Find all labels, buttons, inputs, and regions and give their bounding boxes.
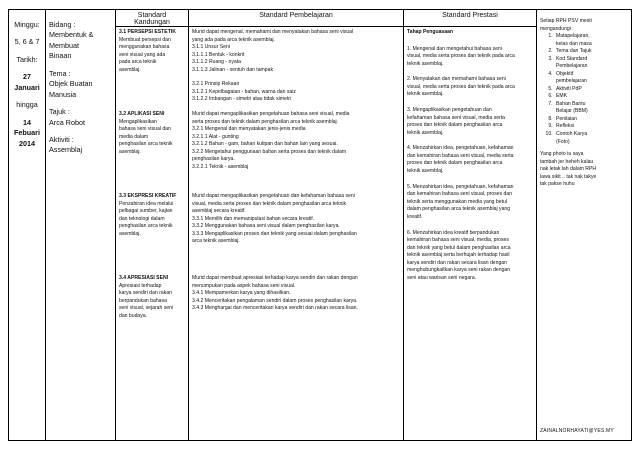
header-pembelajaran: Standard Pembelajaran: [189, 10, 404, 27]
text-line: 3.1 PERSEPSI ESTETIK: [119, 29, 176, 35]
text-line: dan kemahiran bahasa seni visual, media serta: [407, 152, 514, 159]
text-line: menghubungkaitkan karya seni rakan dengan: [407, 267, 511, 274]
text-line: 3.2.1 Mengenal dan menyatakan jenis-jenis media: [192, 126, 306, 133]
text-line: seni atau warisan seni negara.: [407, 274, 477, 281]
text-line: proses dan teknik dalam penghasilan arca: [407, 160, 503, 167]
text-line: 3.2.1 Prinsip Rekaan: [192, 81, 240, 88]
text-line: asemblaj.: [119, 148, 141, 155]
prestasi-title: Tahap Penguasaan: [407, 29, 454, 35]
text-line: teknik asemblaj.: [407, 91, 444, 98]
bidang-line: Binaan: [49, 51, 72, 61]
bidang-line: Membuat: [49, 40, 79, 50]
hingga-text: hingga: [16, 100, 38, 110]
text-line: 3. Kod Standard: [556, 55, 588, 62]
text-line: teknik serta menggunakan media yang betul: [407, 198, 507, 205]
text-line: penghasilan arca teknik: [119, 223, 173, 230]
text-line: 4. Menzahirkan idea, pengetahuan, kefahaman: [407, 145, 514, 152]
list-item: [554, 56, 628, 71]
list-item: [554, 48, 628, 56]
text-line: nak letak lah dalam RPH: [540, 166, 597, 173]
text-line: Murid dapat membuat apresiasi terhadap karya sendiri dan rakan dengan: [192, 275, 358, 281]
text-line: 5. Aktiviti PdP: [556, 85, 582, 92]
text-line: (Foto): [556, 138, 570, 145]
text-line: menumpukan pada aspek bahasa seni visual.: [192, 282, 296, 289]
text-line: Murid dapat mengaplikasikan pengetahuan bahasa seni visual, media: [192, 111, 350, 117]
text-line: asemblaj.: [119, 66, 141, 73]
text-line: mengandungi :: [540, 25, 574, 32]
tajuk-value: Arca Robot: [49, 117, 85, 127]
text-line: 1. Matapelajaran,: [556, 33, 590, 40]
text-line: 3.3.3 Mengaplikasikan proses dan teknik yang sesuai dalam penghasilan: [192, 230, 357, 237]
pembelajaran-block: [192, 29, 400, 111]
pembelajaran-block: [192, 193, 400, 275]
text-line: menggunakan bahasa: [119, 44, 170, 51]
text-line: tak pakse huhu: [540, 181, 575, 188]
text-line: Apresiasi terhadap: [119, 282, 162, 289]
text-line: dan kemahiran bahasa seni visual, proses dan: [407, 191, 513, 198]
bidang-line: Membentuk &: [49, 30, 94, 40]
text-line: Murid dapat mengenal, memahami dan menyatakan bahasa seni visual: [192, 29, 354, 35]
text-line: tambah jer heheh kalau: [540, 158, 594, 165]
prestasi-cell: [404, 27, 537, 441]
text-line: dan budaya.: [119, 312, 148, 319]
aktiviti-label: Aktiviti :: [49, 134, 74, 144]
text-line: arca teknik asemblaj.: [192, 238, 240, 245]
date-end-month: Febuari: [14, 128, 40, 138]
pembelajaran-block: [192, 275, 400, 357]
text-line: Membuat persepsi dan: [119, 36, 171, 43]
text-line: 3.2.1.2 Bahan - gam, bahan kutipan dan bahan lain yang sesuai.: [192, 141, 338, 148]
text-line: 7. Bahan Bantu: [556, 100, 586, 107]
text-line: Penzahiran idea melalui: [119, 200, 174, 207]
text-line: kemahiran bahasa seni visual, media, proses: [407, 237, 509, 244]
text-line: lawa sikit .. tak nak takye: [540, 173, 597, 180]
text-line: dan teknik yang betul dalam penghasilan arca: [407, 244, 511, 251]
text-line: Setiap RPH PSV mesti: [540, 18, 592, 24]
text-line: teknik asemblaj.: [407, 129, 444, 136]
text-line: kelas dan masa: [556, 40, 592, 47]
text-line: asemblaj.: [119, 230, 141, 237]
text-line: 3.1.1.3 Jalinan - sentuh dan tampak: [192, 66, 273, 73]
kandungan-block: [119, 275, 185, 357]
text-line: karya sendiri dan rakan secara lisan dengan: [407, 259, 507, 266]
text-line: kreatif.: [407, 213, 423, 220]
text-line: pembelajaran: [556, 78, 587, 85]
text-line: 3.4.2 Menceritakan pengalaman sendiri dalam proses penghasilan karya.: [192, 297, 358, 304]
text-line: 3.1.1.2 Ruang - nyata: [192, 59, 241, 66]
list-item: [554, 93, 628, 101]
text-line: proses dan teknik dalam penghasilan arca: [407, 122, 503, 129]
list-item: [554, 86, 628, 94]
text-line: penghasilan arca teknik: [119, 141, 173, 148]
rph-table: [8, 9, 632, 441]
list-item: [554, 71, 628, 86]
date-end-year: 2014: [19, 138, 35, 148]
text-line: pada arca teknik: [119, 59, 157, 66]
text-line: Murid dapat mengaplikasikan pengetahuan dan kefahaman bahasa seni: [192, 193, 355, 199]
kandungan-block: [119, 29, 185, 111]
date-start-month: Januari: [14, 82, 40, 92]
text-line: Mengaplikasikan: [119, 118, 157, 125]
text-line: kefahaman bahasa seni visual, media serta: [407, 114, 505, 121]
text-line: bahasa seni visual dan: [119, 126, 171, 133]
text-line: 3.1.1.1 Bentuk - konkrit: [192, 51, 245, 58]
text-line: Belajar (BBM): [556, 108, 588, 115]
text-line: 8. Penilaian: [556, 115, 577, 122]
header-prestasi: Standard Prestasi: [404, 10, 537, 27]
tajuk-label: Tajuk :: [49, 107, 70, 117]
prestasi-item: [407, 184, 533, 222]
pembelajaran-cell: [189, 27, 404, 441]
text-line: Pembelajaran: [556, 63, 588, 70]
text-line: 10. Contoh Karya: [556, 130, 588, 137]
text-line: teknik asemblaj.: [407, 60, 444, 67]
minggu-value: 5, 6 & 7: [14, 37, 40, 47]
text-line: 3.3 EKSPRESI KREATIF: [119, 193, 177, 199]
text-line: seni visual, sejarah seni: [119, 305, 174, 312]
notes-cell: [537, 10, 632, 441]
text-line: Yang photo tu saya: [540, 151, 584, 158]
text-line: karya sendiri dan rakan: [119, 290, 172, 297]
text-line: yang ada pada arca teknik asemblaj.: [192, 36, 275, 43]
prestasi-item: [407, 46, 533, 69]
text-line: teknik asemblaj serta berhujah terhadap hasil: [407, 252, 510, 259]
header-row: [9, 10, 632, 27]
text-line: 3.4 APRESIASI SENI: [119, 275, 169, 281]
text-line: 3.1.2.1 Kepelbagaian - bahan, warna dan saiz: [192, 88, 296, 95]
text-line: berpandukan bahasa: [119, 297, 167, 304]
tema-label: Tema :: [49, 68, 71, 78]
text-line: dalam penghasilan arca teknik asemblaj yang: [407, 206, 511, 213]
kandungan-block: [119, 193, 185, 275]
text-line: 3. Mengaplikasikan pengetahuan dan: [407, 107, 492, 114]
text-line: 3.3.2 Menggunakan bahasa seni visual dalam penghasilan karya.: [192, 223, 340, 230]
text-line: 3.1.1 Unsur Seni: [192, 44, 230, 51]
text-line: 3.2 APLIKASI SENI: [119, 111, 165, 117]
text-line: teknik asemblaj.: [407, 168, 444, 174]
prestasi-item: [407, 107, 533, 137]
topic-cell: [46, 10, 116, 441]
text-line: 3.2.1.1 Alat - gunting: [192, 133, 239, 140]
tema-line: Manusia: [49, 89, 77, 99]
tarikh-label: Tarikh:: [16, 54, 38, 64]
prestasi-item: [407, 76, 533, 99]
text-line: penghasilan karya.: [192, 156, 235, 163]
text-line: 3.1.2.2 Imbangan - simetri atau tidak simetri: [192, 96, 292, 103]
text-line: 5. Menzahirkan idea, pengetahuan, kefahaman: [407, 183, 514, 190]
text-line: seni visual yang ada: [119, 51, 166, 58]
week-date-cell: [9, 10, 46, 441]
kandungan-cell: [116, 27, 189, 441]
text-line: 3.2.2.1 Teknik - asemblaj: [192, 163, 249, 170]
text-line: 3.2.2 Mengetahui penggunaan bahan serta proses dan teknik dalam: [192, 148, 347, 155]
text-line: media dalam: [119, 133, 149, 140]
text-line: 3.4.3 Menghargai dan menceritakan karya sendiri dan rakan secara lisan.: [192, 305, 358, 312]
list-item: [554, 116, 628, 124]
date-end-day: 14: [23, 117, 31, 127]
notes-list: [540, 33, 628, 146]
header-kandungan: Standard Kandungan: [116, 10, 189, 27]
text-line: 6. EMK: [556, 93, 568, 100]
list-item: [554, 131, 628, 146]
text-line: pelbagai sumber, kajian: [119, 208, 173, 215]
list-item: [554, 33, 628, 48]
text-line: 4. Objektif: [556, 70, 574, 77]
author-footer: ZAINALNORHAYATI@YES.MY: [540, 427, 614, 434]
text-line: 3.4.1 Mempamerkan karya yang dihasilkan.: [192, 290, 291, 297]
text-line: 2. Menyatakan dan memahami bahasa seni: [407, 76, 506, 83]
text-line: visual, media serta proses dan teknik pada arca: [407, 83, 515, 90]
text-line: visual, media serta proses dan teknik dalam penghasilan arca teknik: [192, 200, 347, 207]
notes-remark: [540, 151, 628, 189]
prestasi-item: [407, 230, 533, 283]
date-start-day: 27: [23, 72, 31, 82]
text-line: 1. Mengenal dan mengetahui bahasa seni: [407, 45, 502, 52]
text-line: serta proses dan teknik dalam penghasilan arca teknik asemblaj.: [192, 118, 339, 125]
bidang-label: Bidang :: [49, 20, 76, 29]
kandungan-block: [119, 111, 185, 193]
notes-intro: [540, 18, 628, 33]
prestasi-item: [407, 145, 533, 175]
text-line: dan teknologi dalam: [119, 215, 165, 222]
text-line: asemblaj secara kreatif.: [192, 208, 246, 215]
list-item: [554, 123, 628, 131]
aktiviti-value: Assemblaj: [49, 145, 83, 155]
text-line: visual, media serta proses dan teknik pada arca: [407, 53, 515, 60]
text-line: 9. Refleksi: [556, 123, 575, 130]
text-line: 6. Menzahirkan idea kreatif berpandukan: [407, 229, 500, 236]
minggu-label: Minggu:: [14, 20, 40, 29]
pembelajaran-block: [192, 111, 400, 193]
text-line: 3.3.1 Memilih dan memanipulasi bahan secara kreatif.: [192, 215, 315, 222]
list-item: [554, 101, 628, 116]
tema-line: Objek Buatan: [49, 79, 93, 89]
text-line: 2. Tema dan Tajuk: [556, 48, 592, 55]
